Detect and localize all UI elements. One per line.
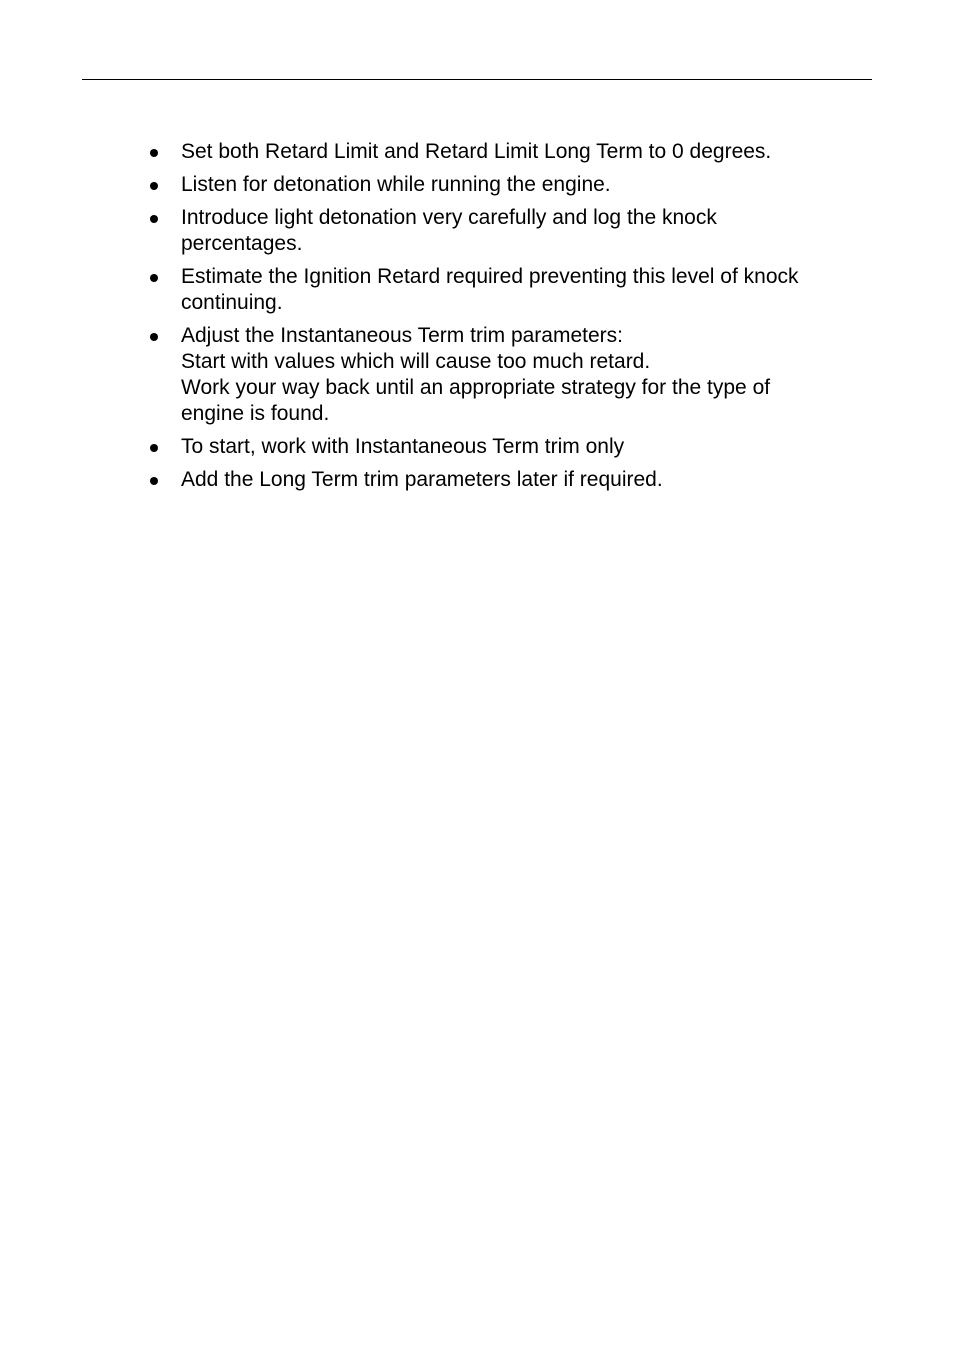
- list-item-text: continuing.: [181, 291, 283, 314]
- list-item: [0, 264, 954, 316]
- bullet-icon: [150, 182, 158, 190]
- list-item-text: Estimate the Ignition Retard required preventing this level of knock: [181, 265, 799, 288]
- list-item: [0, 467, 954, 493]
- bullet-icon: [150, 149, 158, 157]
- list-item-text: engine is found.: [181, 402, 330, 425]
- bullet-icon: [150, 215, 158, 223]
- list-item: [0, 323, 954, 427]
- list-item-text: Start with values which will cause too much retard.: [181, 350, 651, 373]
- header-rule: [82, 79, 872, 80]
- bullet-icon: [150, 333, 158, 341]
- list-item-text: percentages.: [181, 232, 303, 255]
- list-item: [0, 172, 954, 198]
- list-item-text: To start, work with Instantaneous Term trim only: [181, 435, 625, 458]
- bullet-icon: [150, 274, 158, 282]
- list-item-text: Listen for detonation while running the engine.: [181, 173, 611, 196]
- bullet-list: [0, 139, 954, 500]
- list-item-text: Introduce light detonation very carefully and log the knock: [181, 206, 717, 229]
- list-item: [0, 139, 954, 165]
- bullet-icon: [150, 444, 158, 452]
- list-item-text: Work your way back until an appropriate strategy for the type of: [181, 376, 771, 399]
- list-item: [0, 205, 954, 257]
- list-item-text: Add the Long Term trim parameters later if required.: [181, 468, 663, 491]
- list-item: [0, 434, 954, 460]
- list-item-text: Adjust the Instantaneous Term trim parameters:: [181, 324, 623, 347]
- list-item-text: Set both Retard Limit and Retard Limit Long Term to 0 degrees.: [181, 140, 772, 163]
- bullet-icon: [150, 477, 158, 485]
